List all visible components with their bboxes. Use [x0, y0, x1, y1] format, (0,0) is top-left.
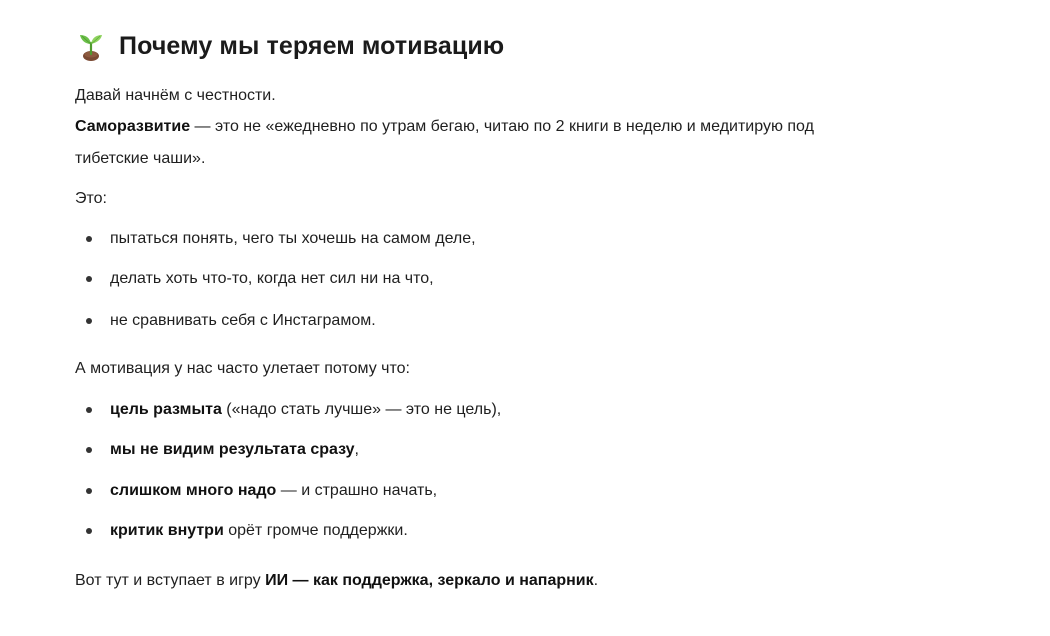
definition-term: Саморазвитие	[75, 118, 191, 135]
reason-text: орёт громче поддержки.	[223, 522, 408, 539]
reason-bold: мы не видим результата сразу	[110, 441, 355, 458]
bullet-dot	[86, 528, 92, 534]
list-item	[110, 520, 408, 542]
reason-text: ,	[354, 441, 359, 458]
bullet-dot	[86, 407, 92, 413]
page-title: Почему мы теряем мотивацию	[119, 31, 505, 60]
definition-line	[75, 116, 814, 138]
seedling-icon	[75, 30, 107, 62]
section-heading	[75, 28, 504, 64]
list1-lead: Это:	[75, 190, 107, 207]
reason-text: («надо стать лучше» — это не цель),	[221, 401, 502, 418]
list-item	[110, 439, 359, 461]
intro-line: Давай начнём с честности.	[75, 87, 276, 104]
bullet-dot	[86, 447, 92, 453]
list2-lead: А мотивация у нас часто улетает потому что:	[75, 360, 410, 377]
list-item	[110, 480, 437, 502]
closing-bold: ИИ — как поддержка, зеркало и напарник	[265, 572, 594, 589]
definition-text: — это не «ежедневно по утрам бегаю, читаю по 2 книги в неделю и медитирую под	[190, 118, 814, 135]
reason-text: — и страшно начать,	[276, 482, 438, 499]
closing-text: Вот тут и вступает в игру	[75, 572, 266, 589]
list-item: пытаться понять, чего ты хочешь на самом деле,	[110, 230, 476, 247]
reason-bold: слишком много надо	[110, 482, 277, 499]
bullet-dot	[86, 236, 92, 242]
reason-bold: цель размыта	[110, 401, 222, 418]
closing-period: .	[593, 572, 599, 589]
list-item	[110, 399, 501, 421]
closing-line	[75, 570, 598, 592]
reason-bold: критик внутри	[110, 522, 224, 539]
bullet-dot	[86, 318, 92, 324]
bullet-dot	[86, 276, 92, 282]
list-item: делать хоть что-то, когда нет сил ни на что,	[110, 270, 434, 287]
list-item: не сравнивать себя с Инстаграмом.	[110, 312, 376, 329]
definition-continuation: тибетские чаши».	[75, 150, 206, 167]
bullet-dot	[86, 488, 92, 494]
